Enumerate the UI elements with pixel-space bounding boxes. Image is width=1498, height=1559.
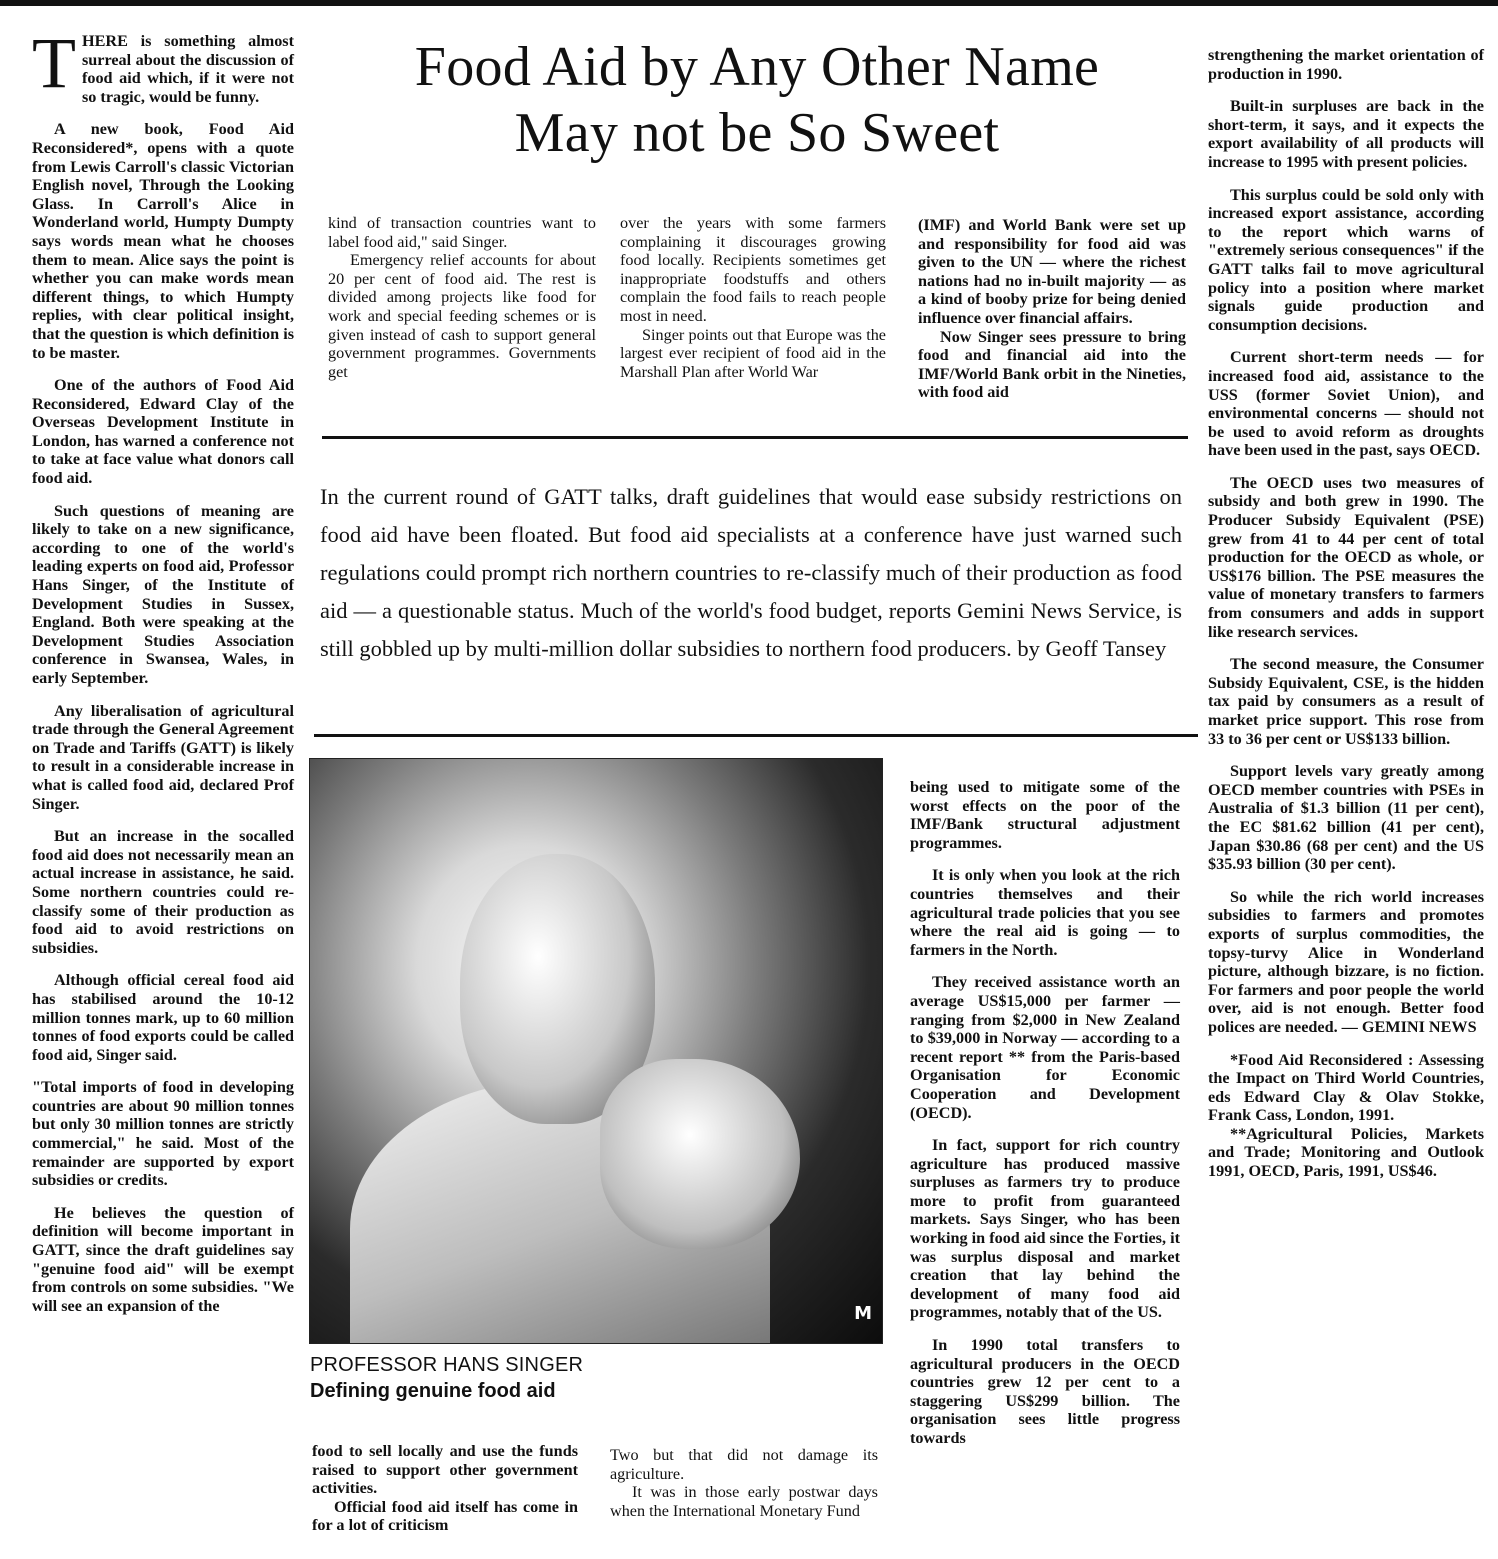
paragraph: One of the authors of Food Aid Reconsidered, Edward Clay of the Overseas Development Institute in London, has warned a conference not to take at face value what donors call food aid. xyxy=(32,376,294,488)
paragraph: In fact, support for rich country agriculture has produced massive surpluses as farmers try to produce more to profit from guaranteed markets. Says Singer, who has been working in food aid since the Forties, it was surplus disposal and market creation that lay behind the development of many food aid programmes, notably that of the US. xyxy=(910,1136,1180,1322)
footnote: **Agricultural Policies, Markets and Trade; Monitoring and Outlook 1991, OECD, Paris, 1991, US$46. xyxy=(1208,1124,1484,1181)
divider-rule xyxy=(314,734,1198,737)
paragraph: strengthening the market orientation of production in 1990. xyxy=(1208,46,1484,83)
footnote: *Food Aid Reconsidered : Assessing the Impact on Third World Countries, eds Edward Clay & Olav Stokke, Frank Cass, London, 1991. xyxy=(1208,1050,1484,1125)
column-4 xyxy=(1208,46,1484,1181)
paragraph: A new book, Food Aid Reconsidered*, opens with a quote from Lewis Carroll's classic Victorian English novel, Through the Looking Glass. In Carroll's Alice in Wonderland world, Humpty Dumpty says words mean what he chooses them to mean. Alice says the point is whether you can make words mean different things, to which Humpty replies, with clear political insight, that the question is which definition is to be master. xyxy=(32,120,294,362)
portrait-photo xyxy=(309,758,883,1344)
divider-rule xyxy=(322,436,1188,439)
paragraph: Such questions of meaning are likely to take on a new significance, according to one of the world's leading experts on food aid, Professor Hans Singer, of the Institute of Development Studies in Sussex, England. Both were speaking at the Development Studies Association conference in Swansea, Wales, in early September. xyxy=(32,501,294,687)
column-a xyxy=(328,214,596,381)
paragraph: Emergency relief accounts for about 20 per cent of food aid. The rest is divided among projects like food for work and special feeding schemes or is given instead of cash to support general government programmes. Governments get xyxy=(328,251,596,381)
column-e xyxy=(610,1446,878,1520)
top-rule xyxy=(0,0,1498,6)
paragraph: Built-in surpluses are back in the short-term, it says, and it expects the export availability of all products will increase to 1995 with present policies. xyxy=(1208,97,1484,171)
caption-text: Defining genuine food aid xyxy=(310,1380,556,1402)
paragraph: THERE is something almost surreal about the discussion of food aid which, if it were not so tragic, would be funny. xyxy=(32,23,294,106)
column-1 xyxy=(32,23,294,1329)
paragraph: food to sell locally and use the funds raised to support other government activities. xyxy=(312,1442,578,1498)
paragraph: They received assistance worth an average US$15,000 per farmer — ranging from $2,000 in New Zealand to $39,000 in Norway — according to a recent report ** from the Paris-based Organisation for Economic Cooperation and Development (OECD). xyxy=(910,973,1180,1122)
paragraph: In 1990 total transfers to agricultural producers in the OECD countries grew 12 per cent to a staggering US$299 billion. The organisation sees little progress towards xyxy=(910,1336,1180,1447)
column-b xyxy=(620,214,886,381)
standfirst: In the current round of GATT talks, draft guidelines that would ease subsidy restrictions on food aid have been floated. But food aid specialists at a conference have just warned such regulations could prompt rich northern countries to re-classify much of their production as food aid — a questionable status. Much of the world's food budget, reports Gemini News Service, is still gobbled up by multi-million dollar subsidies to northern food producers. by Geoff Tansey xyxy=(320,484,1182,661)
column-d xyxy=(312,1442,578,1535)
paragraph: "Total imports of food in developing countries are about 90 million tonnes but only 30 million tonnes are strictly commercial," he said. Most of the remainder are supported by export subsidies or credits. xyxy=(32,1078,294,1190)
headline xyxy=(312,34,1202,166)
paragraph: Two but that did not damage its agriculture. xyxy=(610,1446,878,1483)
paragraph: Although official cereal food aid has stabilised around the 10-12 million tonnes mark, up to 60 million tonnes of food exports could be called food aid, Singer said. xyxy=(32,971,294,1064)
paragraph: The second measure, the Consumer Subsidy Equivalent, CSE, is the hidden tax paid by consumers as a result of market price support. This rose from 33 to 36 per cent or US$133 billion. xyxy=(1208,655,1484,748)
photo-credit: M xyxy=(854,1303,872,1324)
photo-hand xyxy=(600,1059,800,1249)
paragraph: It was in those early postwar days when the International Monetary Fund xyxy=(610,1483,878,1520)
paragraph: being used to mitigate some of the worst effects on the poor of the IMF/Bank structural adjustment programmes. xyxy=(910,778,1180,852)
paragraph: Support levels vary greatly among OECD member countries with PSEs in Australia of $1.3 billion (11 per cent), the EC $81.62 billion (41 per cent), Japan $30.86 (68 per cent) and the US $35.93 billion (30 per cent). xyxy=(1208,762,1484,874)
paragraph: The OECD uses two measures of subsidy and both grew in 1990. The Producer Subsidy Equivalent (PSE) grew from 41 to 44 per cent of total production for the OECD as whole, or US$176 billion. The PSE measures the value of monetary transfers to farmers from consumers and adds in support like research services. xyxy=(1208,473,1484,641)
column-f xyxy=(910,778,1180,1462)
paragraph: It is only when you look at the rich countries themselves and their agricultural trade policies that you see where the real aid is going — to farmers in the North. xyxy=(910,866,1180,959)
paragraph: Any liberalisation of agricultural trade through the General Agreement on Trade and Tariffs (GATT) is likely to result in a considerable increase in what is called food aid, declared Prof Singer. xyxy=(32,701,294,813)
headline-line-2: May not be So Sweet xyxy=(514,102,1000,164)
paragraph: Current short-term needs — for increased food aid, assistance to the USS (former Soviet Union), and environmental concerns — should not be used to avoid reform as droughts have been used in the past, says OECD. xyxy=(1208,348,1484,460)
paragraph: Official food aid itself has come in for a lot of criticism xyxy=(312,1497,578,1535)
paragraph: So while the rich world increases subsidies to farmers and promotes exports of surplus commodities, the topsy-turvy Alice in Wonderland picture, although bizzare, is no fiction. For farmers and poor people the world over, aid is not enough. Better food polices are needed. — GEMINI NEWS xyxy=(1208,887,1484,1036)
paragraph: kind of transaction countries want to label food aid," said Singer. xyxy=(328,214,596,251)
headline-line-1: Food Aid by Any Other Name xyxy=(414,36,1100,98)
paragraph: This surplus could be sold only with increased export assistance, according to the report which warns of "extremely serious consequences" if the GATT talks fail to move agricultural policy into a position where market signals guide production and consumption decisions. xyxy=(1208,185,1484,334)
caption-name: PROFESSOR HANS SINGER xyxy=(310,1354,584,1376)
paragraph: He believes the question of definition will become important in GATT, since the draft guidelines say "genuine food aid" will be exempt from controls on some subsidies. "We will see an expansion of the xyxy=(32,1203,294,1315)
paragraph: over the years with some farmers complaining it discourages growing food locally. Recipients sometimes get inappropriate foodstuffs and others complain the food fails to reach people most in need. xyxy=(620,214,886,325)
column-c xyxy=(918,216,1186,402)
photo-caption xyxy=(310,1352,880,1404)
drop-cap: T xyxy=(32,23,76,103)
paragraph: Singer points out that Europe was the largest ever recipient of food aid in the Marshall Plan after World War xyxy=(620,325,886,381)
paragraph: Now Singer sees pressure to bring food and financial aid into the IMF/World Bank orbit in the Nineties, with food aid xyxy=(918,327,1186,402)
paragraph: But an increase in the socalled food aid does not necessarily mean an actual increase in assistance, he said. Some northern countries could re-classify some of their production as food aid to avoid restrictions on subsidies. xyxy=(32,827,294,957)
paragraph: (IMF) and World Bank were set up and responsibility for food aid was given to the UN — where the richest nations had no in-built majority — as a kind of booby prize for being denied influence over financial affairs. xyxy=(918,216,1186,327)
